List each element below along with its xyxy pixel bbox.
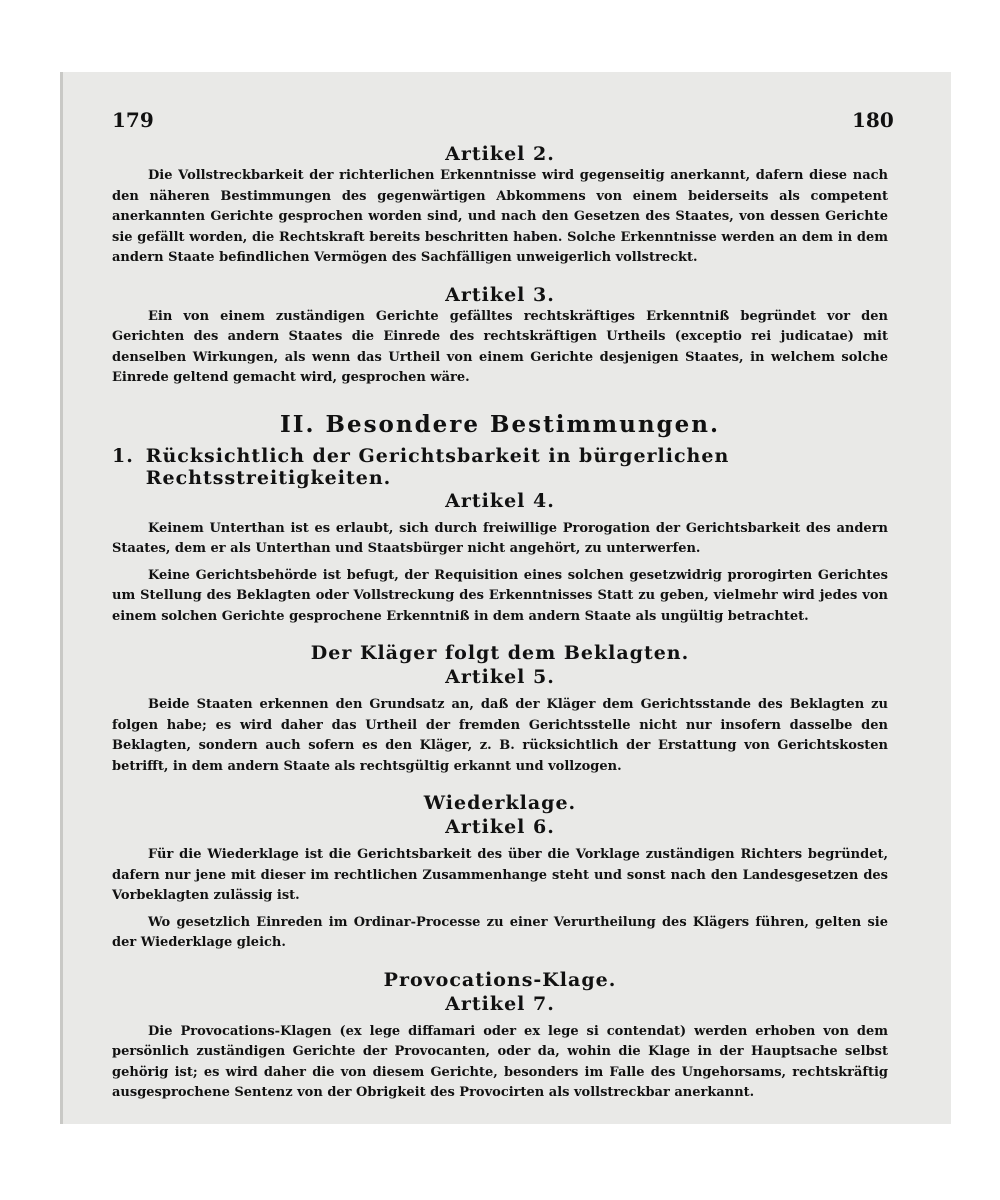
article-7-heading: Artikel 7.: [445, 992, 555, 1015]
subheading-wiederklage: Wiederklage.: [423, 792, 577, 814]
subheading-klaeger: Der Kläger folgt dem Beklagten.: [310, 642, 690, 664]
subheading-provocations: Provocations-Klage.: [383, 968, 617, 991]
article-4-paragraph-1: Keinem Unterthan ist es erlaubt, sich durch freiwillige Prorogation der Gerichtsbarkeit des andern Staates, dem er als Unterthan und Staatsbürger nicht angehört, zu unterwerfen.: [112, 520, 888, 556]
document-body: [112, 142, 888, 1104]
article-4-paragraph-2: Keine Gerichtsbehörde ist befugt, der Requisition eines solchen gesetzwidrig prorogirten Gerichtes um Stellung des Beklagten oder Vollstreckung des Erkenntnisses Statt zu geben, vielmehr wird jedes von einem solchen Gerichte gesprochene Erkenntniß in dem andern Staate als ungültig betrachtet.: [112, 567, 888, 624]
article-3-heading: Artikel 3.: [445, 283, 555, 306]
section-title: II. Besondere Bestimmungen.: [279, 410, 721, 438]
article-5-text: Beide Staaten erkennen den Grundsatz an, daß der Kläger dem Gerichtsstande des Beklagten zu folgen habe; es wird daher das Urtheil der fremden Gerichtsstelle nicht nur insofern dasselbe den Beklagten, sondern auch sofern es den Kläger, z. B. rücksichtlich der Erstattung von Gerichtskosten betrifft, in dem andern Staate als rechtsgültig erkannt und vollzogen.: [112, 697, 888, 774]
article-6-paragraph-1: Für die Wiederklage ist die Gerichtsbarkeit des über die Vorklage zuständigen Richters begründet, dafern nur jene mit dieser im rechtlichen Zusammenhange steht und sonst nach den Landesgesetzen des Vorbeklagten zulässig ist.: [112, 847, 888, 903]
article-4-heading: Artikel 4.: [445, 489, 555, 512]
article-2-heading: Artikel 2.: [445, 143, 555, 165]
article-6-heading: Artikel 6.: [445, 816, 555, 838]
subsection-heading: [112, 445, 888, 489]
article-5-heading: Artikel 5.: [445, 666, 555, 688]
subsection-title: Rücksichtlich der Gerichtsbarkeit in bürgerlichen Rechtsstreitigkeiten.: [145, 444, 730, 489]
article-3-text: Ein von einem zuständigen Gerichte gefälltes rechtskräftiges Erkenntniß begründet vor den Gerichten des andern Staates die Einrede des rechtskräftigen Urtheils (exceptio rei judicatae) mit denselben Wirkungen, als wenn das Urtheil von einem Gerichte desjenigen Staates, in welchem solche Einrede geltend gemacht wird, gesprochen wäre.: [112, 308, 888, 385]
page-number-right: 180: [852, 108, 894, 132]
article-6-paragraph-2: Wo gesetzlich Einreden im Ordinar-Processe zu einer Verurtheilung des Klägers führen, gelten sie der Wiederklage gleich.: [112, 914, 888, 950]
article-7-text: Die Provocations-Klagen (ex lege diffamari oder ex lege si contendat) werden erhoben von dem persönlich zuständigen Gerichte der Provocanten, oder da, wohin die Klage in der Hauptsache selbst gehörig ist; es wird daher die von diesem Gerichte, besonders im Falle des Ungehorsams, rechtskräftig ausgesprochene Sentenz von der Obrigkeit des Provocirten als vollstreckbar anerkannt.: [112, 1023, 888, 1100]
page-number-left: 179: [112, 108, 154, 132]
subsection-number: 1.: [112, 444, 134, 467]
article-2-text: Die Vollstreckbarkeit der richterlichen Erkenntnisse wird gegenseitig anerkannt, dafern diese nach den näheren Bestimmungen des gegenwärtigen Abkommens von einem beiderseits als competent anerkannten Gerichte gesprochen worden sind, und nach den Gesetzen des Staates, von dessen Gerichte sie gefällt worden, die Rechtskraft bereits beschritten haben. Solche Erkenntnisse werden an dem in dem andern Staate befindlichen Vermögen des Sachfälligen unweigerlich vollstreckt.: [112, 168, 888, 265]
